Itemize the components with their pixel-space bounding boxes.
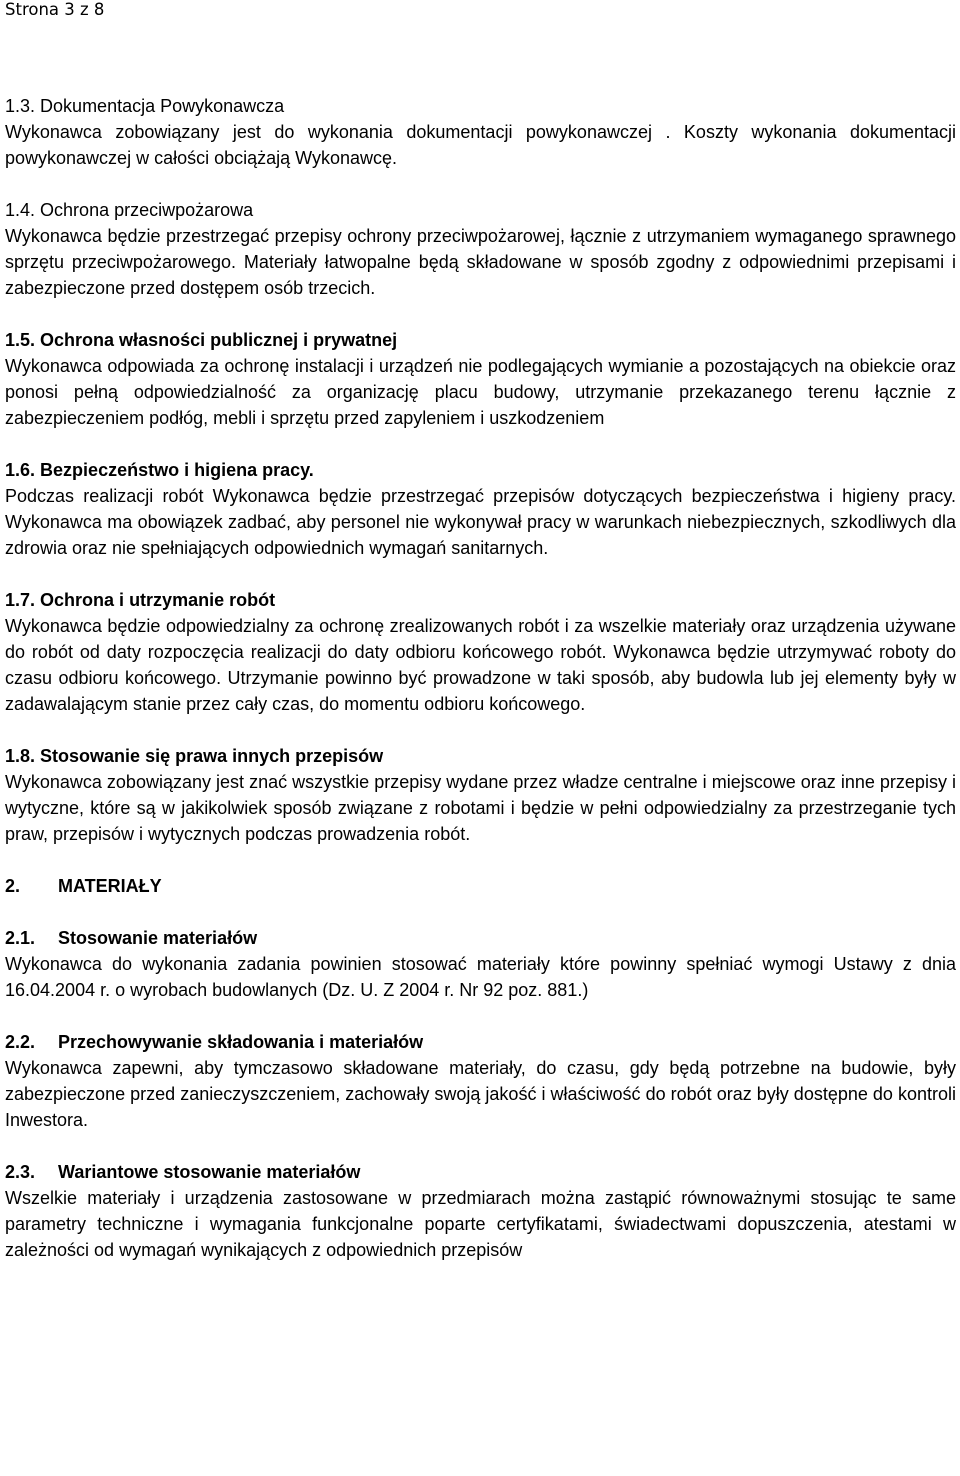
section-title: Bezpieczeństwo i higiena pracy. — [40, 460, 314, 480]
section-paragraph: Wszelkie materiały i urządzenia zastosowane w przedmiarach można zastąpić równoważnymi stosując te same parametry techniczne i wymagania funkcjonalne poparte certyfikatami, świadectwami dopuszczenia, atestami w zależności od wymagań wynikających z odpowiednich przepisów — [5, 1188, 956, 1260]
section-heading — [5, 197, 956, 223]
section-number: 2.3. — [5, 1162, 36, 1182]
section-heading — [5, 327, 956, 353]
section-paragraph: Wykonawca będzie przestrzegać przepisy ochrony przeciwpożarowej, łącznie z utrzymaniem wymaganego sprawnego sprzętu przeciwpożarowego. Materiały łatwopalne będą składowane w sposób zgodny z odpowiednimi przepisami i zabezpieczone przed dostępem osób trzecich. — [5, 226, 956, 298]
section-number: 1.7. — [5, 590, 36, 610]
section-1-3 — [5, 93, 956, 171]
section-paragraph: Podczas realizacji robót Wykonawca będzie przestrzegać przepisów dotyczących bezpieczeństwa i higieny pracy. Wykonawca ma obowiązek zadbać, aby personel nie wykonywał pracy w warunkach niebezpiecznych, szkodliwych dla zdrowia oraz nie spełniających odpowiednich wymagań sanitarnych. — [5, 486, 956, 558]
section-1-4 — [5, 197, 956, 301]
section-2-3 — [5, 1159, 956, 1263]
section-heading — [5, 743, 956, 769]
section-paragraph: Wykonawca będzie odpowiedzialny za ochronę zrealizowanych robót i za wszelkie materiały oraz urządzenia używane do robót od daty rozpoczęcia realizacji do daty odbioru końcowego robót. Wykonawca będzie utrzymywać roboty do czasu odbioru końcowego. Utrzymanie powinno być prowadzone w taki sposób, aby budowla lub jej elementy były w zadawalającym stanie przez cały czas, do momentu odbioru końcowego. — [5, 616, 956, 714]
section-1-7 — [5, 587, 956, 717]
section-number: 1.5. — [5, 330, 36, 350]
section-number: 1.3. — [5, 96, 36, 116]
chapter-heading — [5, 873, 956, 899]
page-number-header: Strona 3 z 8 — [5, 0, 105, 19]
section-title: Dokumentacja Powykonawcza — [40, 96, 285, 116]
document-body — [5, 93, 956, 1289]
section-number: 2.2. — [5, 1032, 36, 1052]
section-title: Stosowanie materiałów — [58, 928, 258, 948]
section-heading — [5, 587, 956, 613]
section-paragraph: Wykonawca zobowiązany jest do wykonania dokumentacji powykonawczej . Koszty wykonania dokumentacji powykonawczej w całości obciążają Wykonawcę. — [5, 122, 956, 168]
section-heading — [5, 1029, 956, 1055]
section-heading — [5, 93, 956, 119]
chapter-title: MATERIAŁY — [58, 876, 162, 896]
section-number: 1.4. — [5, 200, 36, 220]
section-2-1 — [5, 925, 956, 1003]
section-number: 1.8. — [5, 746, 36, 766]
section-1-5 — [5, 327, 956, 431]
section-paragraph: Wykonawca zobowiązany jest znać wszystkie przepisy wydane przez władze centralne i miejscowe oraz inne przepisy i wytyczne, które są w jakikolwiek sposób związane z robotami i będzie w pełni odpowiedzialny za przestrzeganie tych praw, przepisów i wytycznych podczas prowadzenia robót. — [5, 772, 956, 844]
section-paragraph: Wykonawca zapewni, aby tymczasowo składowane materiały, do czasu, gdy będą potrzebne na budowie, były zabezpieczone przed zanieczyszczeniem, zachowały swoją jakość i właściwość do robót oraz były dostępne do kontroli Inwestora. — [5, 1058, 956, 1130]
section-title: Ochrona własności publicznej i prywatnej — [40, 330, 398, 350]
chapter-number: 2. — [5, 876, 21, 896]
section-number: 1.6. — [5, 460, 36, 480]
section-1-6 — [5, 457, 956, 561]
section-title: Przechowywanie składowania i materiałów — [58, 1032, 424, 1052]
section-paragraph: Wykonawca do wykonania zadania powinien stosować materiały które powinny spełniać wymogi Ustawy z dnia 16.04.2004 r. o wyrobach budowlanych (Dz. U. Z 2004 r. Nr 92 poz. 881.) — [5, 954, 956, 1000]
section-heading — [5, 925, 956, 951]
chapter-2 — [5, 873, 956, 899]
section-title: Stosowanie się prawa innych przepisów — [40, 746, 384, 766]
section-2-2 — [5, 1029, 956, 1133]
section-heading — [5, 1159, 956, 1185]
section-title: Wariantowe stosowanie materiałów — [58, 1162, 361, 1182]
section-title: Ochrona i utrzymanie robót — [40, 590, 276, 610]
section-heading — [5, 457, 956, 483]
section-paragraph: Wykonawca odpowiada za ochronę instalacji i urządzeń nie podlegających wymianie a pozostających na obiekcie oraz ponosi pełną odpowiedzialność za organizację placu budowy, utrzymanie przekazanego terenu łącznie z zabezpieczeniem podłóg, mebli i sprzętu przed zapyleniem i uszkodzeniem — [5, 356, 956, 428]
section-title: Ochrona przeciwpożarowa — [40, 200, 254, 220]
section-1-8 — [5, 743, 956, 847]
section-number: 2.1. — [5, 928, 36, 948]
